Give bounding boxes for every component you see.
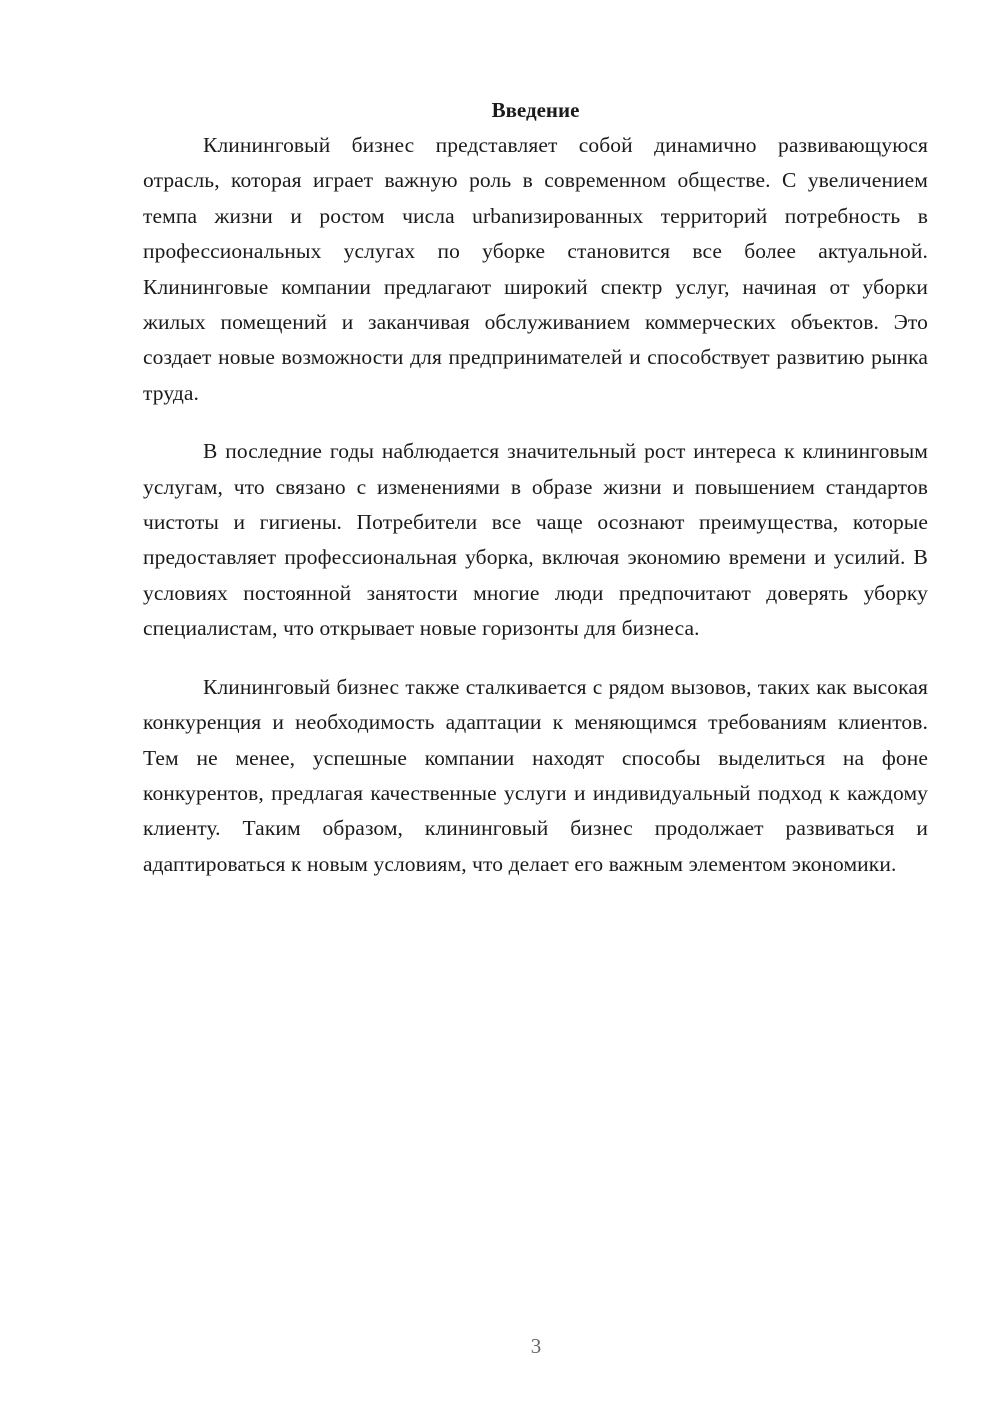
paragraph-3: Клининговый бизнес также сталкивается с рядом вызовов, таких как высокая конкуренция и необходимость адаптации к меняющимся требованиям клиентов. Тем не менее, успешные компании находят способы выделиться на фоне конкурентов, предлагая качественные услуги и индивидуальный подход к каждому клиенту. Таким образом, клининговый бизнес продолжает развиваться и адаптироваться к новым условиям, что делает его важным элементом экономики.: [143, 674, 928, 876]
page-content: [143, 92, 928, 882]
paragraph-2: В последние годы наблюдается значительный рост интереса к клининговым услугам, что связано с изменениями в образе жизни и повышением стандартов чистоты и гигиены. Потребители все чаще осознают преимущества, которые предоставляет профессиональная уборка, включая экономию времени и усилий. В условиях постоянной занятости многие люди предпочитают доверять уборку специалистам, что открывает новые горизонты для бизнеса.: [143, 439, 928, 641]
section-title: Введение: [491, 98, 580, 122]
paragraph-1: Клининговый бизнес представляет собой динамично развивающуюся отрасль, которая играет важную роль в современном обществе. С увеличением темпа жизни и ростом числа urbanизированных территорий потребность в профессиональных услугах по уборке становится все более актуальной. Клининговые компании предлагают широкий спектр услуг, начиная от уборки жилых помещений и заканчивая обслуживанием коммерческих объектов. Это создает новые возможности для предпринимателей и способствует развитию рынка труда.: [143, 133, 928, 405]
page-number: 3: [530, 1334, 542, 1358]
